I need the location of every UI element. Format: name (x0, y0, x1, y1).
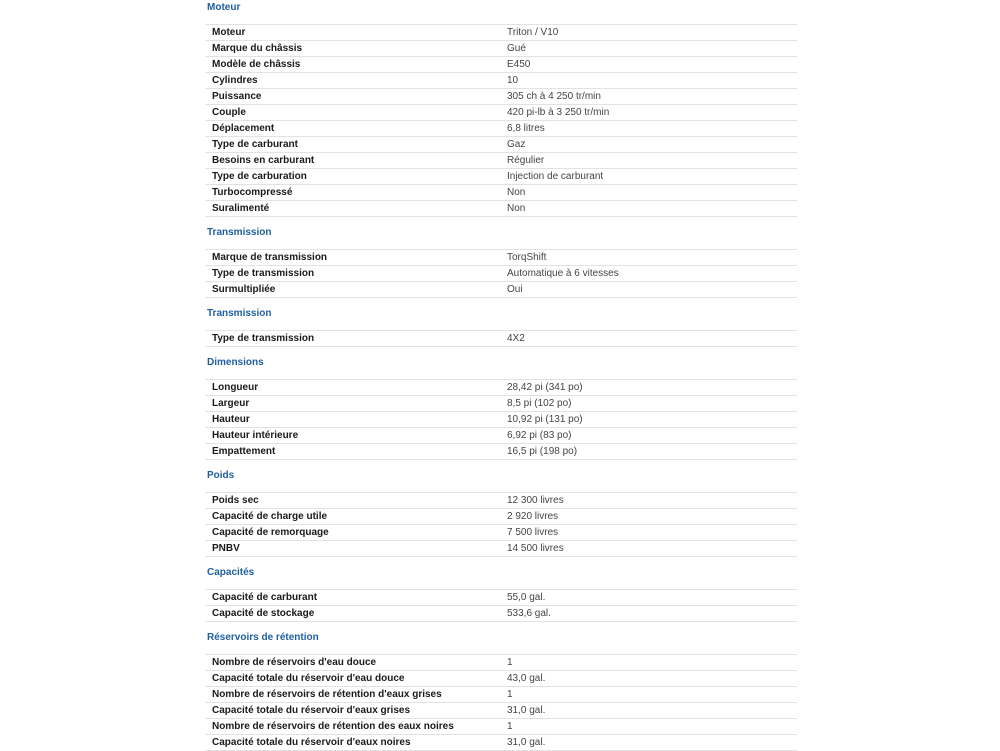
spec-label: Turbocompressé (212, 187, 293, 198)
spec-label: Capacité de stockage (212, 608, 315, 619)
spec-rows (205, 492, 797, 557)
spec-label: PNBV (212, 543, 240, 554)
spec-value: 14 500 livres (507, 543, 564, 554)
spec-row (205, 105, 797, 121)
spec-rows (205, 654, 797, 751)
spec-row (205, 444, 797, 460)
spec-value: 55,0 gal. (507, 592, 546, 603)
spec-row (205, 331, 797, 347)
spec-row (205, 57, 797, 73)
spec-value: TorqShift (507, 252, 547, 263)
spec-row (205, 590, 797, 606)
spec-row (205, 412, 797, 428)
spec-label: Capacité de carburant (212, 592, 318, 603)
spec-label: Modèle de châssis (212, 59, 301, 70)
spec-row (205, 671, 797, 687)
spec-label: Capacité totale du réservoir d'eaux noires (212, 737, 411, 748)
spec-label: Nombre de réservoirs de rétention des eaux noires (212, 721, 454, 732)
section-title: Transmission (207, 227, 272, 238)
spec-section (205, 565, 797, 622)
spec-value: E450 (507, 59, 531, 70)
spec-row (205, 121, 797, 137)
spec-row (205, 41, 797, 57)
spec-section (205, 630, 797, 751)
spec-label: Empattement (212, 446, 276, 457)
spec-value: 1 (507, 657, 513, 668)
spec-value: Régulier (507, 155, 545, 166)
spec-row (205, 185, 797, 201)
spec-section (205, 468, 797, 557)
spec-value: 31,0 gal. (507, 737, 546, 748)
spec-value: 533,6 gal. (507, 608, 551, 619)
section-title: Dimensions (207, 357, 264, 368)
spec-row (205, 153, 797, 169)
section-title: Réservoirs de rétention (207, 632, 319, 643)
spec-row (205, 509, 797, 525)
spec-section (205, 355, 797, 460)
spec-row (205, 541, 797, 557)
spec-label: Moteur (212, 27, 246, 38)
spec-row (205, 380, 797, 396)
spec-rows (205, 249, 797, 298)
spec-label: Hauteur intérieure (212, 430, 299, 441)
spec-table (205, 0, 797, 751)
spec-row (205, 282, 797, 298)
spec-value: Triton / V10 (507, 27, 559, 38)
spec-value: 1 (507, 721, 513, 732)
spec-value: 305 ch à 4 250 tr/min (507, 91, 601, 102)
spec-value: 7 500 livres (507, 527, 559, 538)
spec-label: Suralimenté (212, 203, 270, 214)
spec-value: Oui (507, 284, 523, 295)
section-title: Poids (207, 470, 235, 481)
spec-row (205, 73, 797, 89)
spec-value: 420 pi-lb à 3 250 tr/min (507, 107, 610, 118)
spec-section (205, 0, 797, 217)
spec-value: Gué (507, 43, 526, 54)
spec-label: Capacité totale du réservoir d'eaux grises (212, 705, 411, 716)
spec-rows (205, 589, 797, 622)
spec-row (205, 703, 797, 719)
spec-value: 12 300 livres (507, 495, 564, 506)
spec-label: Capacité de remorquage (212, 527, 329, 538)
spec-label: Surmultipliée (212, 284, 276, 295)
spec-label: Type de transmission (212, 268, 315, 279)
spec-section (205, 225, 797, 298)
spec-value: 6,8 litres (507, 123, 545, 134)
spec-value: 10,92 pi (131 po) (507, 414, 583, 425)
spec-row (205, 250, 797, 266)
spec-label: Couple (212, 107, 246, 118)
spec-row (205, 266, 797, 282)
section-title: Transmission (207, 308, 272, 319)
spec-value: Injection de carburant (507, 171, 604, 182)
spec-rows (205, 24, 797, 217)
spec-label: Besoins en carburant (212, 155, 315, 166)
spec-value: 6,92 pi (83 po) (507, 430, 572, 441)
spec-row (205, 89, 797, 105)
spec-row (205, 201, 797, 217)
spec-label: Puissance (212, 91, 262, 102)
spec-value: 31,0 gal. (507, 705, 546, 716)
spec-row (205, 525, 797, 541)
spec-row (205, 396, 797, 412)
spec-label: Type de carburation (212, 171, 307, 182)
spec-value: Non (507, 187, 526, 198)
spec-value: 10 (507, 75, 519, 86)
spec-value: 1 (507, 689, 513, 700)
spec-row (205, 428, 797, 444)
spec-label: Type de transmission (212, 333, 315, 344)
spec-section (205, 306, 797, 347)
spec-label: Capacité totale du réservoir d'eau douce (212, 673, 405, 684)
spec-row (205, 655, 797, 671)
spec-value: Non (507, 203, 526, 214)
spec-value: 43,0 gal. (507, 673, 546, 684)
spec-label: Capacité de charge utile (212, 511, 328, 522)
spec-label: Poids sec (212, 495, 259, 506)
spec-value: Gaz (507, 139, 526, 150)
spec-label: Nombre de réservoirs de rétention d'eaux grises (212, 689, 442, 700)
spec-rows (205, 330, 797, 347)
spec-label: Hauteur (212, 414, 250, 425)
spec-label: Marque du châssis (212, 43, 303, 54)
spec-label: Longueur (212, 382, 259, 393)
spec-label: Largeur (212, 398, 250, 409)
spec-value: 2 920 livres (507, 511, 559, 522)
spec-row (205, 735, 797, 751)
spec-row (205, 687, 797, 703)
spec-row (205, 169, 797, 185)
spec-value: 16,5 pi (198 po) (507, 446, 578, 457)
spec-label: Nombre de réservoirs d'eau douce (212, 657, 377, 668)
section-title: Moteur (207, 2, 241, 13)
spec-value: Automatique à 6 vitesses (507, 268, 619, 279)
spec-value: 28,42 pi (341 po) (507, 382, 583, 393)
spec-rows (205, 379, 797, 460)
spec-row (205, 719, 797, 735)
spec-row (205, 25, 797, 41)
spec-label: Cylindres (212, 75, 258, 86)
spec-label: Déplacement (212, 123, 275, 134)
spec-row (205, 137, 797, 153)
spec-row (205, 493, 797, 509)
spec-value: 4X2 (507, 333, 525, 344)
spec-label: Marque de transmission (212, 252, 328, 263)
spec-row (205, 606, 797, 622)
spec-label: Type de carburant (212, 139, 298, 150)
spec-value: 8,5 pi (102 po) (507, 398, 572, 409)
section-title: Capacités (207, 567, 255, 578)
